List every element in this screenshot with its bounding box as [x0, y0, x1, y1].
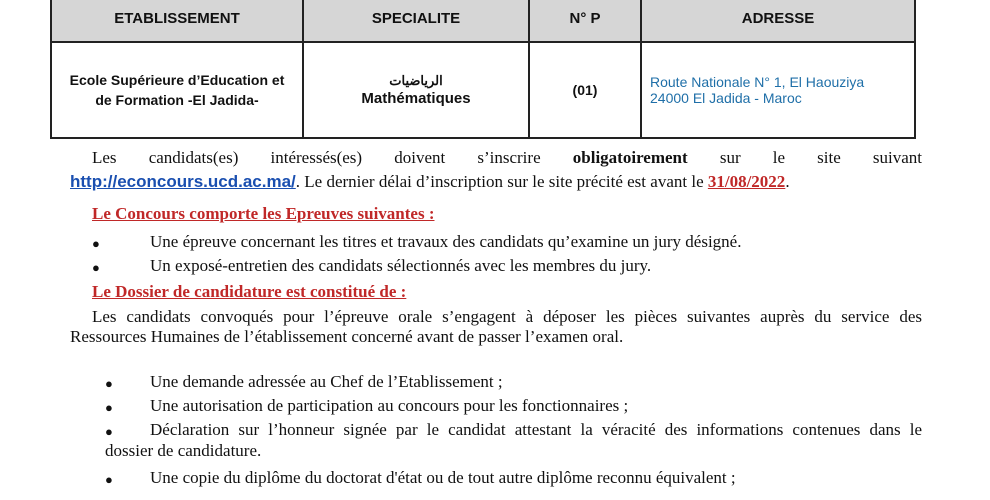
- header-specialite: SPECIALITE: [303, 0, 529, 42]
- list-item: Une épreuve concernant les titres et travaux des candidats qu’examine un jury désigné.: [150, 232, 742, 251]
- specialite-arabic: الرياضيات: [389, 73, 443, 88]
- header-np: N° P: [529, 0, 641, 42]
- para1-line1: [92, 148, 922, 168]
- bullet-icon: ●: [92, 260, 100, 275]
- list-item: Un exposé-entretien des candidats sélectionnés avec les membres du jury.: [150, 256, 652, 275]
- table-row: [51, 42, 915, 138]
- para1-text: Les candidats(es) intéressés(es) doivent s’inscrire: [92, 148, 541, 167]
- para1-period: .: [785, 172, 790, 191]
- para1-bold: obligatoirement: [572, 148, 688, 167]
- adresse-line2: 24000 El Jadida - Maroc: [650, 90, 802, 106]
- section2-intro-line1: Les candidats convoqués pour l’épreuve orale s’engagent à déposer les pièces suivantes auprès du service des: [92, 307, 922, 326]
- list-item: Une copie du diplôme du doctorat d'état ou de tout autre diplôme reconnu équivalent ;: [150, 468, 736, 487]
- positions-table: [50, 0, 916, 139]
- section1-title: Le Concours comporte les Epreuves suivantes :: [92, 204, 435, 223]
- cell-specialite: [303, 42, 529, 138]
- bullet-icon: ●: [105, 472, 113, 487]
- etablissement-line1: Ecole Supérieure d’Education et: [69, 72, 285, 88]
- list-item-continuation: dossier de candidature.: [105, 441, 262, 460]
- header-etablissement: ETABLISSEMENT: [51, 0, 303, 42]
- specialite-french: Mathématiques: [361, 90, 471, 107]
- cell-adresse: [641, 42, 915, 138]
- section2-intro-line2: Ressources Humaines de l’établissement concerné avant de passer l’examen oral.: [70, 327, 624, 346]
- list-item: Une autorisation de participation au concours pour les fonctionnaires ;: [150, 396, 629, 415]
- list-item: Déclaration sur l’honneur signée par le candidat attestant la véracité des informations contenues dans le: [150, 420, 922, 439]
- econcours-link[interactable]: http://econcours.ucd.ac.ma/: [70, 172, 296, 191]
- bullet-icon: ●: [92, 236, 100, 251]
- list-item: Une demande adressée au Chef de l’Etablissement ;: [150, 372, 503, 391]
- section2-title: Le Dossier de candidature est constitué de :: [92, 282, 407, 301]
- bullet-icon: ●: [105, 400, 113, 415]
- adresse-line1: Route Nationale N° 1, El Haouziya: [650, 74, 865, 90]
- para1-deadline-text: . Le dernier délai d’inscription sur le site précité est avant le: [295, 172, 704, 191]
- header-adresse: ADRESSE: [641, 0, 915, 42]
- bullet-icon: ●: [105, 424, 113, 439]
- etablissement-line2: de Formation -El Jadida-: [95, 92, 259, 108]
- para1-line2: [70, 172, 790, 192]
- bullet-icon: ●: [105, 376, 113, 391]
- cell-etablissement: [51, 42, 303, 138]
- cell-np: (01): [529, 42, 641, 138]
- table-header-row: [51, 0, 915, 42]
- deadline-date: 31/08/2022: [707, 172, 786, 191]
- para1-text-end: sur le site suivant: [719, 148, 923, 167]
